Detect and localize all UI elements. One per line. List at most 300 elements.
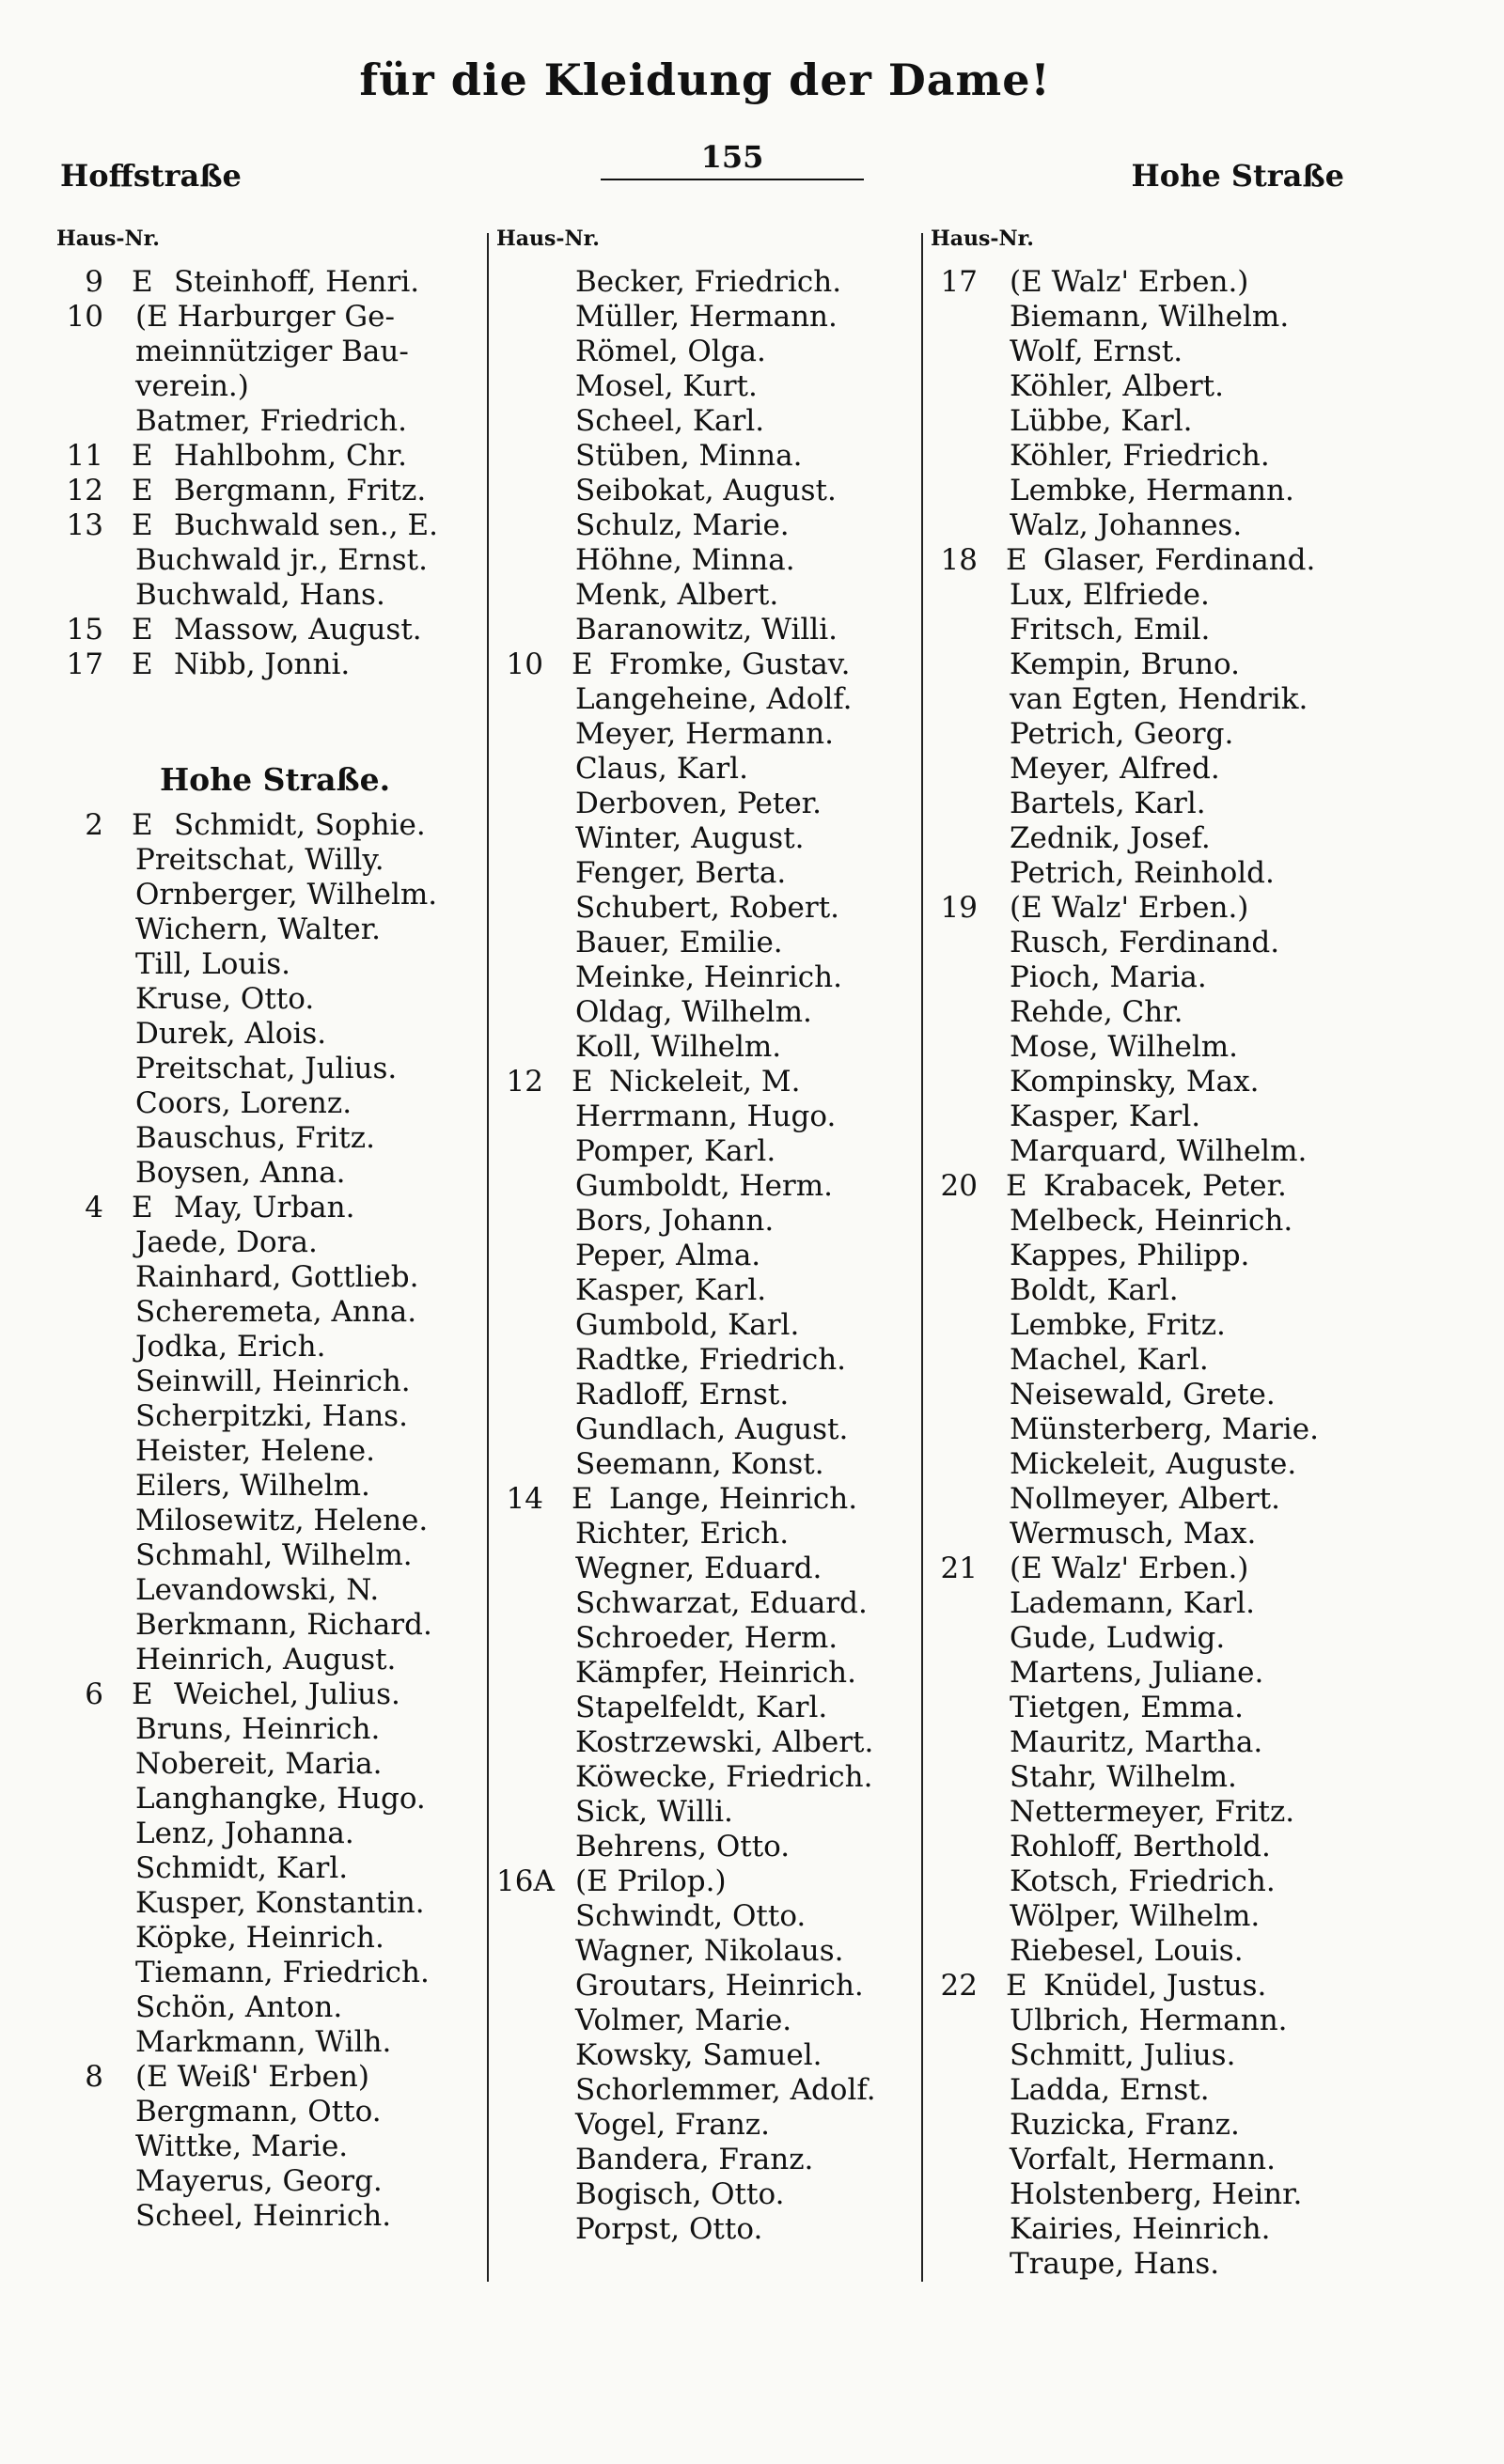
list-item xyxy=(56,543,479,578)
resident-name: Meyer, Hermann. xyxy=(575,717,834,751)
list-item xyxy=(56,1017,479,1052)
resident-name: Preitschat, Julius. xyxy=(135,1052,398,1085)
resident-name: Radtke, Friedrich. xyxy=(575,1343,847,1377)
list-item xyxy=(931,2212,1372,2247)
resident-name: Hahlbohm, Chr. xyxy=(174,439,407,473)
resident-name: Gumboldt, Herm. xyxy=(575,1169,834,1203)
resident-name: Kotsch, Friedrich. xyxy=(1010,1864,1276,1898)
column-1 xyxy=(56,226,479,2234)
resident-name: Oldag, Wilhelm. xyxy=(575,995,812,1029)
list-item xyxy=(931,1621,1372,1656)
resident-name: Köpke, Heinrich. xyxy=(135,1921,384,1955)
list-item xyxy=(496,647,919,682)
resident-name: Stüben, Minna. xyxy=(575,439,803,473)
resident-name: Wermusch, Max. xyxy=(1010,1517,1257,1551)
resident-name: (E Weiß' Erben) xyxy=(135,2060,369,2094)
resident-name: Martens, Juliane. xyxy=(1010,1656,1264,1690)
list-item xyxy=(496,752,919,787)
resident-name: Groutars, Heinrich. xyxy=(575,1969,864,2003)
list-item xyxy=(56,1052,479,1086)
resident-name: Boysen, Anna. xyxy=(135,1156,346,1190)
resident-name: Preitschat, Willy. xyxy=(135,843,384,877)
resident-name: Tiemann, Friedrich. xyxy=(135,1956,430,1989)
resident-name: Nickeleit, M. xyxy=(609,1065,801,1099)
resident-name: Lademann, Karl. xyxy=(1010,1586,1256,1620)
owner-mark: E xyxy=(1006,1969,1027,2003)
list-item xyxy=(56,1086,479,1121)
list-item xyxy=(931,1065,1372,1099)
resident-name: Vogel, Franz. xyxy=(575,2108,770,2142)
entry-list xyxy=(496,265,919,2247)
resident-name: Winter, August. xyxy=(575,821,805,855)
list-item xyxy=(931,1030,1372,1065)
resident-name: Kappes, Philipp. xyxy=(1010,1239,1250,1272)
list-item xyxy=(931,1482,1372,1517)
list-item xyxy=(931,995,1372,1030)
resident-name: Milosewitz, Helene. xyxy=(135,1504,429,1537)
list-item xyxy=(496,1273,919,1308)
resident-name: Heister, Helene. xyxy=(135,1434,375,1468)
list-item xyxy=(496,613,919,647)
list-item xyxy=(931,1378,1372,1412)
list-item xyxy=(931,1691,1372,1725)
list-item xyxy=(56,1399,479,1434)
resident-name: Bartels, Karl. xyxy=(1010,787,1206,820)
column-header: Haus-Nr. xyxy=(496,226,600,251)
resident-name: Massow, August. xyxy=(174,613,422,647)
section-title: Hohe Straße. xyxy=(160,761,391,798)
list-item xyxy=(931,1656,1372,1691)
list-item xyxy=(56,1677,479,1712)
list-item xyxy=(496,1343,919,1378)
resident-name: Schubert, Robert. xyxy=(575,891,840,925)
list-item xyxy=(931,926,1372,960)
resident-name: Scheremeta, Anna. xyxy=(135,1295,417,1329)
house-number: 15 xyxy=(66,613,103,647)
owner-mark: E xyxy=(572,1482,593,1516)
resident-name: van Egten, Hendrik. xyxy=(1010,682,1308,716)
resident-name: Stahr, Wilhelm. xyxy=(1010,1760,1237,1794)
list-item xyxy=(496,1656,919,1691)
resident-name: Volmer, Marie. xyxy=(575,2004,792,2037)
resident-name: Lübbe, Karl. xyxy=(1010,404,1193,438)
house-number: 12 xyxy=(66,474,103,507)
list-item xyxy=(56,439,479,474)
list-item xyxy=(496,1308,919,1343)
list-item xyxy=(56,1365,479,1399)
resident-name: Derboven, Peter. xyxy=(575,787,822,820)
list-item xyxy=(931,891,1372,926)
list-item xyxy=(496,2108,919,2143)
resident-name: Bors, Johann. xyxy=(575,1204,775,1238)
list-item xyxy=(496,856,919,891)
list-item xyxy=(496,1134,919,1169)
list-item xyxy=(496,717,919,752)
list-item xyxy=(56,1712,479,1747)
resident-name: Claus, Karl. xyxy=(575,752,748,786)
list-item xyxy=(56,1469,479,1504)
list-item xyxy=(931,404,1372,439)
column-3 xyxy=(931,226,1372,2282)
list-item xyxy=(56,1295,479,1330)
list-item xyxy=(496,1795,919,1830)
resident-name: Schwarzat, Eduard. xyxy=(575,1586,868,1620)
house-number: 4 xyxy=(85,1191,103,1224)
resident-name: Krabacek, Peter. xyxy=(1043,1169,1287,1203)
list-item xyxy=(496,2177,919,2212)
list-item xyxy=(931,1273,1372,1308)
list-item xyxy=(496,404,919,439)
resident-name: Kowsky, Samuel. xyxy=(575,2038,822,2072)
house-number: 8 xyxy=(85,2060,103,2094)
resident-name: Machel, Karl. xyxy=(1010,1343,1209,1377)
list-item xyxy=(496,1969,919,2004)
list-item xyxy=(496,1899,919,1934)
list-item xyxy=(931,1169,1372,1204)
list-item xyxy=(496,1204,919,1239)
resident-name: Bogisch, Otto. xyxy=(575,2177,785,2211)
column-blocks xyxy=(496,265,919,2247)
list-item xyxy=(56,2060,479,2095)
resident-name: Ladda, Ernst. xyxy=(1010,2073,1210,2107)
list-item xyxy=(931,717,1372,752)
resident-name: Melbeck, Heinrich. xyxy=(1010,1204,1293,1238)
owner-mark: E xyxy=(132,265,153,299)
entry-list xyxy=(56,808,479,2234)
resident-name: Münsterberg, Marie. xyxy=(1010,1412,1319,1446)
resident-name: (E Walz' Erben.) xyxy=(1010,1552,1249,1585)
list-item xyxy=(931,2108,1372,2143)
list-item xyxy=(931,474,1372,508)
resident-name: Lange, Heinrich. xyxy=(609,1482,858,1516)
resident-name: Schorlemmer, Adolf. xyxy=(575,2073,876,2107)
column-2 xyxy=(496,226,919,2247)
list-item xyxy=(56,335,479,369)
resident-name: Köhler, Albert. xyxy=(1010,369,1224,403)
house-number: 9 xyxy=(85,265,103,299)
resident-name: Traupe, Hans. xyxy=(1010,2247,1220,2281)
list-item xyxy=(931,543,1372,578)
entry-list xyxy=(931,265,1372,2282)
list-item xyxy=(56,1747,479,1782)
resident-name: Kusper, Konstantin. xyxy=(135,1886,425,1920)
resident-name: Kempin, Bruno. xyxy=(1010,647,1241,681)
resident-name: Neisewald, Grete. xyxy=(1010,1378,1276,1411)
resident-name: Schön, Anton. xyxy=(135,1990,343,2024)
list-item xyxy=(931,1308,1372,1343)
list-item xyxy=(496,1830,919,1864)
list-item xyxy=(56,1260,479,1295)
resident-name: Tietgen, Emma. xyxy=(1010,1691,1245,1724)
list-item xyxy=(496,1864,919,1899)
list-item xyxy=(931,787,1372,821)
resident-name: Till, Louis. xyxy=(135,947,291,981)
resident-name: Glaser, Ferdinand. xyxy=(1043,543,1316,577)
resident-name: Ruzicka, Franz. xyxy=(1010,2108,1240,2142)
list-item xyxy=(496,1030,919,1065)
list-item xyxy=(931,2143,1372,2177)
resident-name: Richter, Erich. xyxy=(575,1517,790,1551)
list-item xyxy=(496,335,919,369)
list-item xyxy=(931,1204,1372,1239)
list-item xyxy=(931,1864,1372,1899)
resident-name: Gundlach, August. xyxy=(575,1412,849,1446)
resident-name: Lembke, Fritz. xyxy=(1010,1308,1226,1342)
resident-name: Kasper, Karl. xyxy=(575,1273,767,1307)
list-item xyxy=(496,474,919,508)
resident-name: Ulbrich, Hermann. xyxy=(1010,2004,1288,2037)
list-item xyxy=(496,2073,919,2108)
resident-name: Fenger, Berta. xyxy=(575,856,787,890)
section-spacer xyxy=(56,682,479,752)
list-item xyxy=(931,2073,1372,2108)
resident-name: Gumbold, Karl. xyxy=(575,1308,800,1342)
resident-name: Buchwald sen., E. xyxy=(174,508,438,542)
resident-name: Becker, Friedrich. xyxy=(575,265,842,299)
house-number: 21 xyxy=(940,1552,978,1585)
resident-name: Markmann, Wilh. xyxy=(135,2025,392,2059)
list-item xyxy=(931,439,1372,474)
list-item xyxy=(56,2025,479,2060)
list-item xyxy=(931,821,1372,856)
column-blocks xyxy=(56,265,479,2234)
resident-name: Wölper, Wilhelm. xyxy=(1010,1899,1261,1933)
house-number: 19 xyxy=(940,891,978,925)
list-item xyxy=(56,508,479,543)
list-item xyxy=(931,1134,1372,1169)
house-number: 17 xyxy=(940,265,978,299)
list-item xyxy=(931,1447,1372,1482)
resident-name: Knüdel, Justus. xyxy=(1043,1969,1267,2003)
list-item xyxy=(931,856,1372,891)
resident-name: Pioch, Maria. xyxy=(1010,960,1207,994)
resident-name: (E Walz' Erben.) xyxy=(1010,265,1249,299)
resident-name: Nobereit, Maria. xyxy=(135,1747,383,1781)
resident-name: verein.) xyxy=(135,369,249,403)
resident-name: Fritsch, Emil. xyxy=(1010,613,1211,647)
list-item xyxy=(56,1782,479,1817)
resident-name: Scheel, Karl. xyxy=(575,404,765,438)
list-item xyxy=(931,2004,1372,2038)
house-number: 11 xyxy=(66,439,103,473)
resident-name: Römel, Olga. xyxy=(575,335,766,368)
resident-name: Kostrzewski, Albert. xyxy=(575,1725,874,1759)
list-item xyxy=(931,960,1372,995)
resident-name: Petrich, Reinhold. xyxy=(1010,856,1275,890)
list-item xyxy=(496,1552,919,1586)
list-item xyxy=(56,369,479,404)
resident-name: Steinhoff, Henri. xyxy=(174,265,420,299)
list-item xyxy=(56,1921,479,1956)
list-item xyxy=(56,2164,479,2199)
list-item xyxy=(56,1538,479,1573)
resident-name: Nettermeyer, Fritz. xyxy=(1010,1795,1295,1829)
resident-name: Heinrich, August. xyxy=(135,1643,397,1676)
list-item xyxy=(496,2212,919,2247)
resident-name: Holstenberg, Heinr. xyxy=(1010,2177,1303,2211)
house-number: 2 xyxy=(85,808,103,842)
list-item xyxy=(931,369,1372,404)
list-item xyxy=(931,265,1372,300)
resident-name: Gude, Ludwig. xyxy=(1010,1621,1226,1655)
owner-mark: E xyxy=(132,1677,153,1711)
list-item xyxy=(496,1725,919,1760)
house-number: 14 xyxy=(506,1482,543,1516)
house-number: 17 xyxy=(66,647,103,681)
resident-name: Riebesel, Louis. xyxy=(1010,1934,1244,1968)
resident-name: Bergmann, Fritz. xyxy=(174,474,427,507)
resident-name: Lenz, Johanna. xyxy=(135,1817,354,1850)
house-number: 22 xyxy=(940,1969,978,2003)
house-number: 12 xyxy=(506,1065,543,1099)
resident-name: Lux, Elfriede. xyxy=(1010,578,1210,612)
owner-mark: E xyxy=(132,808,153,842)
entry-list xyxy=(56,265,479,682)
list-item xyxy=(931,1899,1372,1934)
resident-name: Wichern, Walter. xyxy=(135,912,382,946)
resident-name: Höhne, Minna. xyxy=(575,543,795,577)
list-item xyxy=(931,1934,1372,1969)
list-item xyxy=(496,543,919,578)
resident-name: Pomper, Karl. xyxy=(575,1134,776,1168)
list-item xyxy=(931,1725,1372,1760)
resident-name: Schulz, Marie. xyxy=(575,508,790,542)
resident-name: Mauritz, Martha. xyxy=(1010,1725,1263,1759)
resident-name: Wolf, Ernst. xyxy=(1010,335,1183,368)
resident-name: (E Prilop.) xyxy=(575,1864,727,1898)
list-item xyxy=(496,508,919,543)
list-item xyxy=(496,1482,919,1517)
resident-name: Jaede, Dora. xyxy=(135,1225,318,1259)
list-item xyxy=(931,508,1372,543)
list-item xyxy=(496,1934,919,1969)
resident-name: May, Urban. xyxy=(174,1191,355,1224)
list-item xyxy=(931,578,1372,613)
list-item xyxy=(931,682,1372,717)
list-item xyxy=(56,2095,479,2129)
resident-name: Jodka, Erich. xyxy=(135,1330,326,1364)
resident-name: Seemann, Konst. xyxy=(575,1447,824,1481)
list-item xyxy=(931,2247,1372,2282)
list-item xyxy=(931,1343,1372,1378)
list-item xyxy=(496,2038,919,2073)
resident-name: Ornberger, Wilhelm. xyxy=(135,878,438,912)
list-item xyxy=(56,878,479,912)
resident-name: Mickeleit, Auguste. xyxy=(1010,1447,1297,1481)
resident-name: Peper, Alma. xyxy=(575,1239,761,1272)
owner-mark: E xyxy=(132,1191,153,1224)
list-item xyxy=(56,1504,479,1538)
list-item xyxy=(496,891,919,926)
resident-name: Langeheine, Adolf. xyxy=(575,682,853,716)
list-item xyxy=(931,1586,1372,1621)
list-item xyxy=(496,265,919,300)
list-item xyxy=(931,1760,1372,1795)
resident-name: Bauschus, Fritz. xyxy=(135,1121,375,1155)
list-item xyxy=(496,369,919,404)
house-number: 6 xyxy=(85,1677,103,1711)
resident-name: Rusch, Ferdinand. xyxy=(1010,926,1280,959)
resident-name: Nibb, Jonni. xyxy=(174,647,351,681)
list-item xyxy=(931,1795,1372,1830)
list-item xyxy=(931,2177,1372,2212)
resident-name: Scheel, Heinrich. xyxy=(135,2199,392,2233)
resident-name: Langhangke, Hugo. xyxy=(135,1782,426,1816)
list-item xyxy=(56,2199,479,2234)
list-item xyxy=(496,1691,919,1725)
list-item xyxy=(931,1969,1372,2004)
resident-name: Vorfalt, Hermann. xyxy=(1010,2143,1276,2176)
page-number: 155 xyxy=(601,139,864,180)
list-item xyxy=(56,1886,479,1921)
resident-name: Zednik, Josef. xyxy=(1010,821,1211,855)
resident-name: Walz, Johannes. xyxy=(1010,508,1243,542)
resident-name: Wegner, Eduard. xyxy=(575,1552,822,1585)
resident-name: Marquard, Wilhelm. xyxy=(1010,1134,1308,1168)
resident-name: Köwecke, Friedrich. xyxy=(575,1760,873,1794)
resident-name: Berkmann, Richard. xyxy=(135,1608,432,1642)
list-item xyxy=(496,2004,919,2038)
list-item xyxy=(56,1643,479,1677)
list-item xyxy=(56,1191,479,1225)
column-blocks xyxy=(931,265,1372,2282)
resident-name: Seibokat, August. xyxy=(575,474,837,507)
resident-name: Bandera, Franz. xyxy=(575,2143,814,2176)
list-item xyxy=(931,752,1372,787)
resident-name: Bauer, Emilie. xyxy=(575,926,783,959)
list-item xyxy=(931,613,1372,647)
list-item xyxy=(931,1412,1372,1447)
list-item xyxy=(931,1099,1372,1134)
resident-name: Batmer, Friedrich. xyxy=(135,404,407,438)
resident-name: Petrich, Georg. xyxy=(1010,717,1234,751)
resident-name: Eilers, Wilhelm. xyxy=(135,1469,370,1503)
owner-mark: E xyxy=(132,613,153,647)
resident-name: Levandowski, N. xyxy=(135,1573,380,1607)
resident-name: Schmitt, Julius. xyxy=(1010,2038,1236,2072)
list-item xyxy=(496,300,919,335)
resident-name: Kruse, Otto. xyxy=(135,982,315,1016)
owner-mark: E xyxy=(132,508,153,542)
list-item xyxy=(56,912,479,947)
resident-name: Rehde, Chr. xyxy=(1010,995,1183,1029)
list-item xyxy=(496,1065,919,1099)
list-item xyxy=(496,926,919,960)
list-item xyxy=(931,1239,1372,1273)
resident-name: meinnütziger Bau- xyxy=(135,335,409,368)
list-item xyxy=(496,1447,919,1482)
house-number: 18 xyxy=(940,543,978,577)
resident-name: Müller, Hermann. xyxy=(575,300,838,334)
resident-name: Durek, Alois. xyxy=(135,1017,327,1051)
list-item xyxy=(496,1586,919,1621)
list-item xyxy=(931,1830,1372,1864)
resident-name: Mayerus, Georg. xyxy=(135,2164,383,2198)
list-item xyxy=(931,1552,1372,1586)
resident-name: Stapelfeldt, Karl. xyxy=(575,1691,828,1724)
list-item xyxy=(56,947,479,982)
column-divider xyxy=(487,233,489,2282)
list-item xyxy=(56,1225,479,1260)
list-item xyxy=(56,1817,479,1851)
list-item xyxy=(496,682,919,717)
resident-name: Bruns, Heinrich. xyxy=(135,1712,381,1746)
resident-name: Schmidt, Sophie. xyxy=(174,808,426,842)
list-item xyxy=(56,1851,479,1886)
list-item xyxy=(56,982,479,1017)
house-number: 13 xyxy=(66,508,103,542)
resident-name: Biemann, Wilhelm. xyxy=(1010,300,1290,334)
